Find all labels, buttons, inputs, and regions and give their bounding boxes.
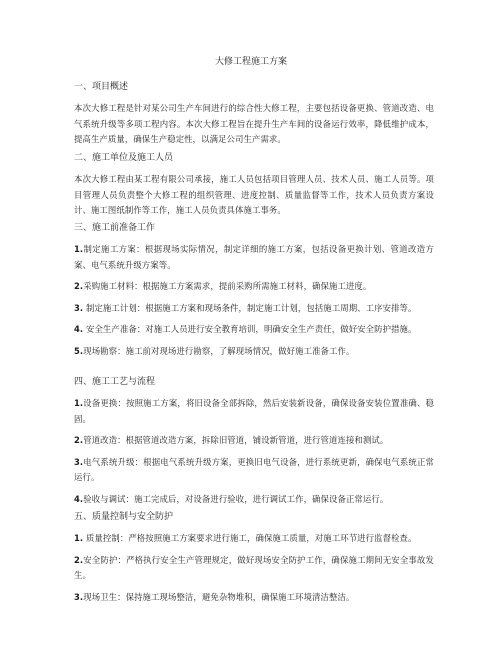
item-text: 制定施工方案：根据现场实际情况，制定详细的施工方案，包括设备更换计划、管道改造方案、电气系统升级方案等。 [74, 244, 434, 270]
section-paragraph: 本次大修工程是针对某公司生产车间进行的综合性大修工程，主要包括设备更换、管道改造、电气系统升级等多项工程内容。本次大修工程旨在提升生产车间的设备运行效率，降低维护成本，提高生产质量，确保生产稳定性，以满足公司生产需求。 [74, 103, 434, 144]
section-construction-unit [74, 152, 434, 219]
item-number: 5. [74, 345, 84, 356]
section-quality-safety [74, 511, 434, 605]
section-heading: 三、施工前准备工作 [74, 223, 156, 233]
section-paragraph: 本次大修工程由某工程有限公司承接，施工人员包括项目管理人员、技术人员、施工人员等。项目管理人员负责整个大修工程的组织管理、进度控制、质量监督等工作，技术人员负责方案设计、施工图纸制作等工作，施工人员负责具体施工事务。 [74, 174, 434, 215]
item-number: 4. [74, 493, 84, 504]
list-item [74, 279, 434, 295]
item-text: 质量控制：严格按照施工方案要求进行施工，确保施工质量，对施工环节进行监督检查。 [83, 533, 417, 543]
item-number: 1. [74, 244, 84, 254]
section-process [74, 376, 434, 507]
item-text: 制定施工计划：根据施工方案和现场条件，制定施工计划，包括施工周期、工序安排等。 [83, 302, 417, 313]
section-heading: 五、质量控制与安全防护 [74, 512, 174, 522]
list-item [74, 590, 434, 606]
list-item [74, 344, 434, 360]
item-number: 4. [74, 324, 84, 334]
section-heading: 一、项目概述 [74, 82, 129, 92]
list-item [74, 433, 434, 449]
item-text: 安全防护：严格执行安全生产管理规定，做好现场安全防护工作，确保施工期间无安全事故发生。 [74, 554, 434, 580]
item-number: 3. [74, 456, 84, 467]
item-text: 现场卫生：保持施工现场整洁，避免杂物堆积，确保施工环境清洁整洁。 [83, 591, 355, 602]
item-number: 2. [74, 435, 84, 445]
item-number: 3. [74, 591, 84, 602]
item-number: 2. [74, 554, 84, 565]
document-title: 大修工程施工方案 [214, 57, 287, 67]
item-text: 验收与调试：施工完成后，对设备进行验收，进行调试工作，确保设备正常运行。 [83, 493, 389, 504]
item-text: 现场勘察：施工前对现场进行勘察，了解现场情况，做好施工准备工作。 [83, 345, 355, 356]
item-number: 1. [74, 533, 84, 543]
list-item [74, 553, 434, 584]
list-item [74, 301, 434, 317]
section-project-overview [74, 81, 434, 148]
item-text: 采购施工材料：根据施工方案需求，提前采购所需施工材料，确保施工进度。 [83, 281, 372, 291]
list-item [74, 492, 434, 508]
item-text: 安全生产准备：对施工人员进行安全教育培训，明确安全生产责任，做好安全防护措施。 [83, 324, 417, 334]
section-heading: 二、施工单位及施工人员 [74, 153, 174, 163]
list-item [74, 242, 434, 273]
list-item [74, 396, 434, 427]
item-text: 设备更换：按照施工方案，将旧设备全部拆除，然后安装新设备，确保设备安装位置准确、稳固。 [74, 398, 434, 424]
list-item [74, 322, 434, 338]
item-number: 1. [74, 398, 84, 408]
list-item [74, 455, 434, 486]
item-text: 管道改造：根据管道改造方案，拆除旧管道，铺设新管道，进行管道连接和测试。 [83, 435, 389, 445]
section-preparation [74, 222, 434, 359]
list-item [74, 531, 434, 547]
section-heading: 四、施工工艺与流程 [74, 377, 156, 387]
item-number: 2. [74, 281, 84, 291]
item-number: 3. [74, 302, 84, 313]
item-text: 电气系统升级：根据电气系统升级方案，更换旧电气设备，进行系统更新，确保电气系统正常运行。 [74, 456, 434, 482]
